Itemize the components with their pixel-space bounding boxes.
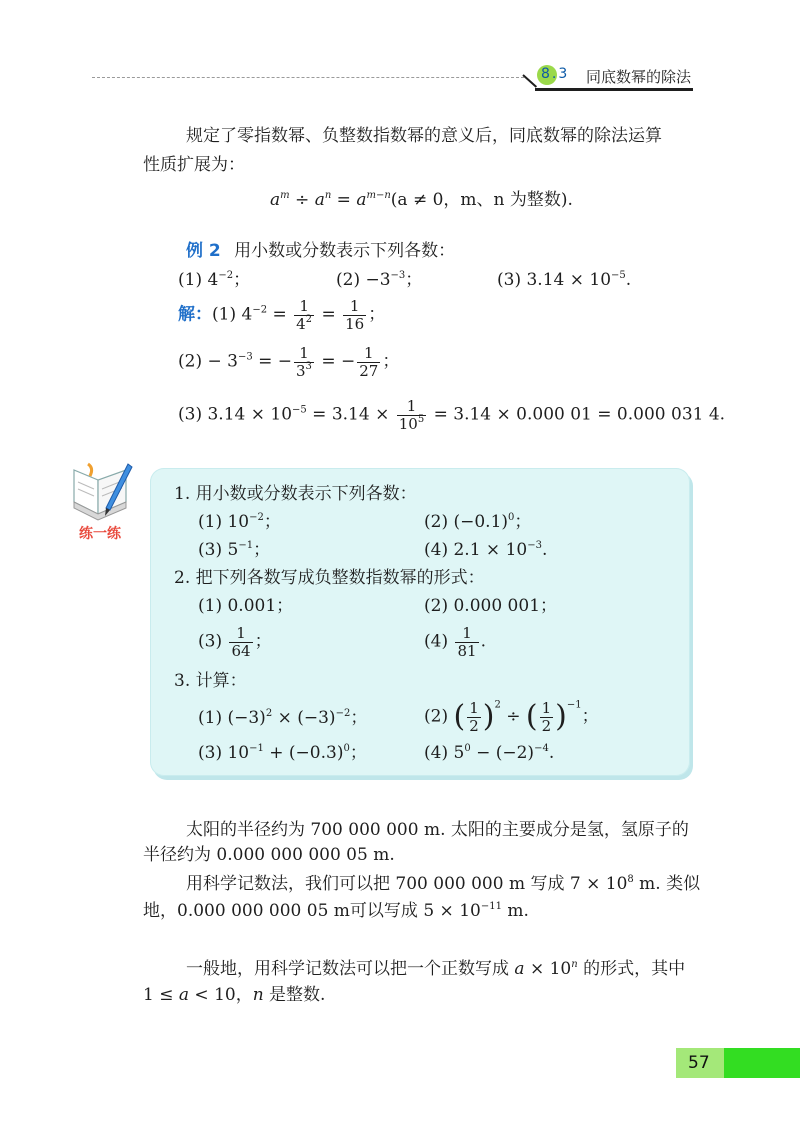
- practice-question-1: 1. 用小数或分数表示下列各数：: [174, 484, 417, 504]
- example-item-2: $(2) -3^{-3}$；: [336, 270, 423, 290]
- practice-q3-item-4: (4) $5^0 - (-2)^{-4}$.: [424, 743, 555, 763]
- body-p2-line-1: 用科学记数法，我们可以把 700 000 000 m 写成 $7 \times 10^8$ m. 类似: [186, 874, 701, 894]
- solution-step-3: (3) $3.14 \times 10^{-5} = 3.14$ × $\frac{1}{10^5}$ = 3.14 × 0.000 01 = 0.000 031 4.: [178, 397, 726, 433]
- practice-q1-item-2: (2) $(-0.1)^0$；: [424, 512, 532, 532]
- example-heading: [186, 243, 455, 260]
- page-number-bar: [724, 1048, 800, 1078]
- body-p1-line-1: 太阳的半径约为 700 000 000 m. 太阳的主要成分是氢，氢原子的: [186, 820, 689, 840]
- practice-q1-item-1: (1) $10^{-2}$；: [198, 512, 281, 532]
- page-number: 57: [688, 1053, 710, 1073]
- practice-question-2: 2. 把下列各数写成负整数指数幂的形式：: [174, 568, 485, 588]
- example-item-1: (1) $4^{-2}$；: [178, 270, 251, 290]
- example-item-3: (3) $3.14 \times 10^{-5}$.: [497, 270, 632, 290]
- practice-book-icon: [68, 462, 138, 532]
- intro-line-1: 规定了零指数幂、负整数指数幂的意义后，同底数幂的除法运算: [186, 126, 662, 146]
- solution-step-2: $(2) - 3^{-3}$ = − $\frac{1}{3^3}$ = − $\frac{1}{27}$ ；: [178, 344, 400, 380]
- practice-label: 练一练: [79, 526, 121, 542]
- practice-q2-item-3: (3) $\frac{1}{64}$ ；: [198, 624, 272, 660]
- practice-q1-item-4: (4) $2.1 \times 10^{-3}$.: [424, 540, 548, 560]
- intro-line-2: 性质扩展为：: [143, 155, 245, 175]
- section-title: 同底数幂的除法: [586, 68, 692, 86]
- body-p3-line-1: 一般地，用科学记数法可以把一个正数写成 $a \times 10^n$ 的形式，其中: [186, 959, 686, 979]
- practice-q2-item-2: (2) 0.000 001；: [424, 596, 558, 616]
- practice-q2-item-4: (4) $\frac{1}{81}$ .: [424, 624, 486, 660]
- body-p3-line-2: 1 ≤ a < 10，n 是整数.: [143, 985, 326, 1005]
- practice-q3-item-1: (1) $(-3)^2 \times (-3)^{-2}$；: [198, 708, 368, 728]
- practice-q1-item-3: (3) $5^{-1}$；: [198, 540, 271, 560]
- practice-question-3: 3. 计算：: [174, 671, 247, 691]
- example-label: 例 2: [186, 241, 221, 261]
- solution-label: 解：: [178, 304, 212, 325]
- practice-q2-item-1: (1) 0.001；: [198, 596, 294, 616]
- body-p1-line-2: 半径约为 0.000 000 000 05 m.: [143, 845, 395, 865]
- solution-step-1: 解：(1) $4^{-2}$ = $\frac{1}{4^2}$ = $\frac{1}{16}$ ；: [178, 297, 386, 333]
- division-rule-formula: $a^m \div a^n = a^{m-n}(a \ne 0$，m、n 为整数).: [270, 190, 573, 210]
- practice-q3-item-3: (3) $10^{-1} + (-0.3)^0$；: [198, 743, 367, 763]
- header-rule: [535, 88, 693, 91]
- section-number: 8.3: [541, 66, 570, 82]
- practice-q3-item-2: (2) ( $\frac{1}{2}$ )$^2$ ÷ ( $\frac{1}{2}$ )$^{-1}$；: [424, 699, 599, 735]
- header-dashed-rule: [92, 77, 524, 78]
- header-slant-line: [522, 74, 537, 88]
- body-p2-line-2: 地，0.000 000 000 05 m可以写成 $5 \times 10^{-11}$ m.: [143, 901, 529, 921]
- example-prompt: 用小数或分数表示下列各数：: [234, 241, 456, 261]
